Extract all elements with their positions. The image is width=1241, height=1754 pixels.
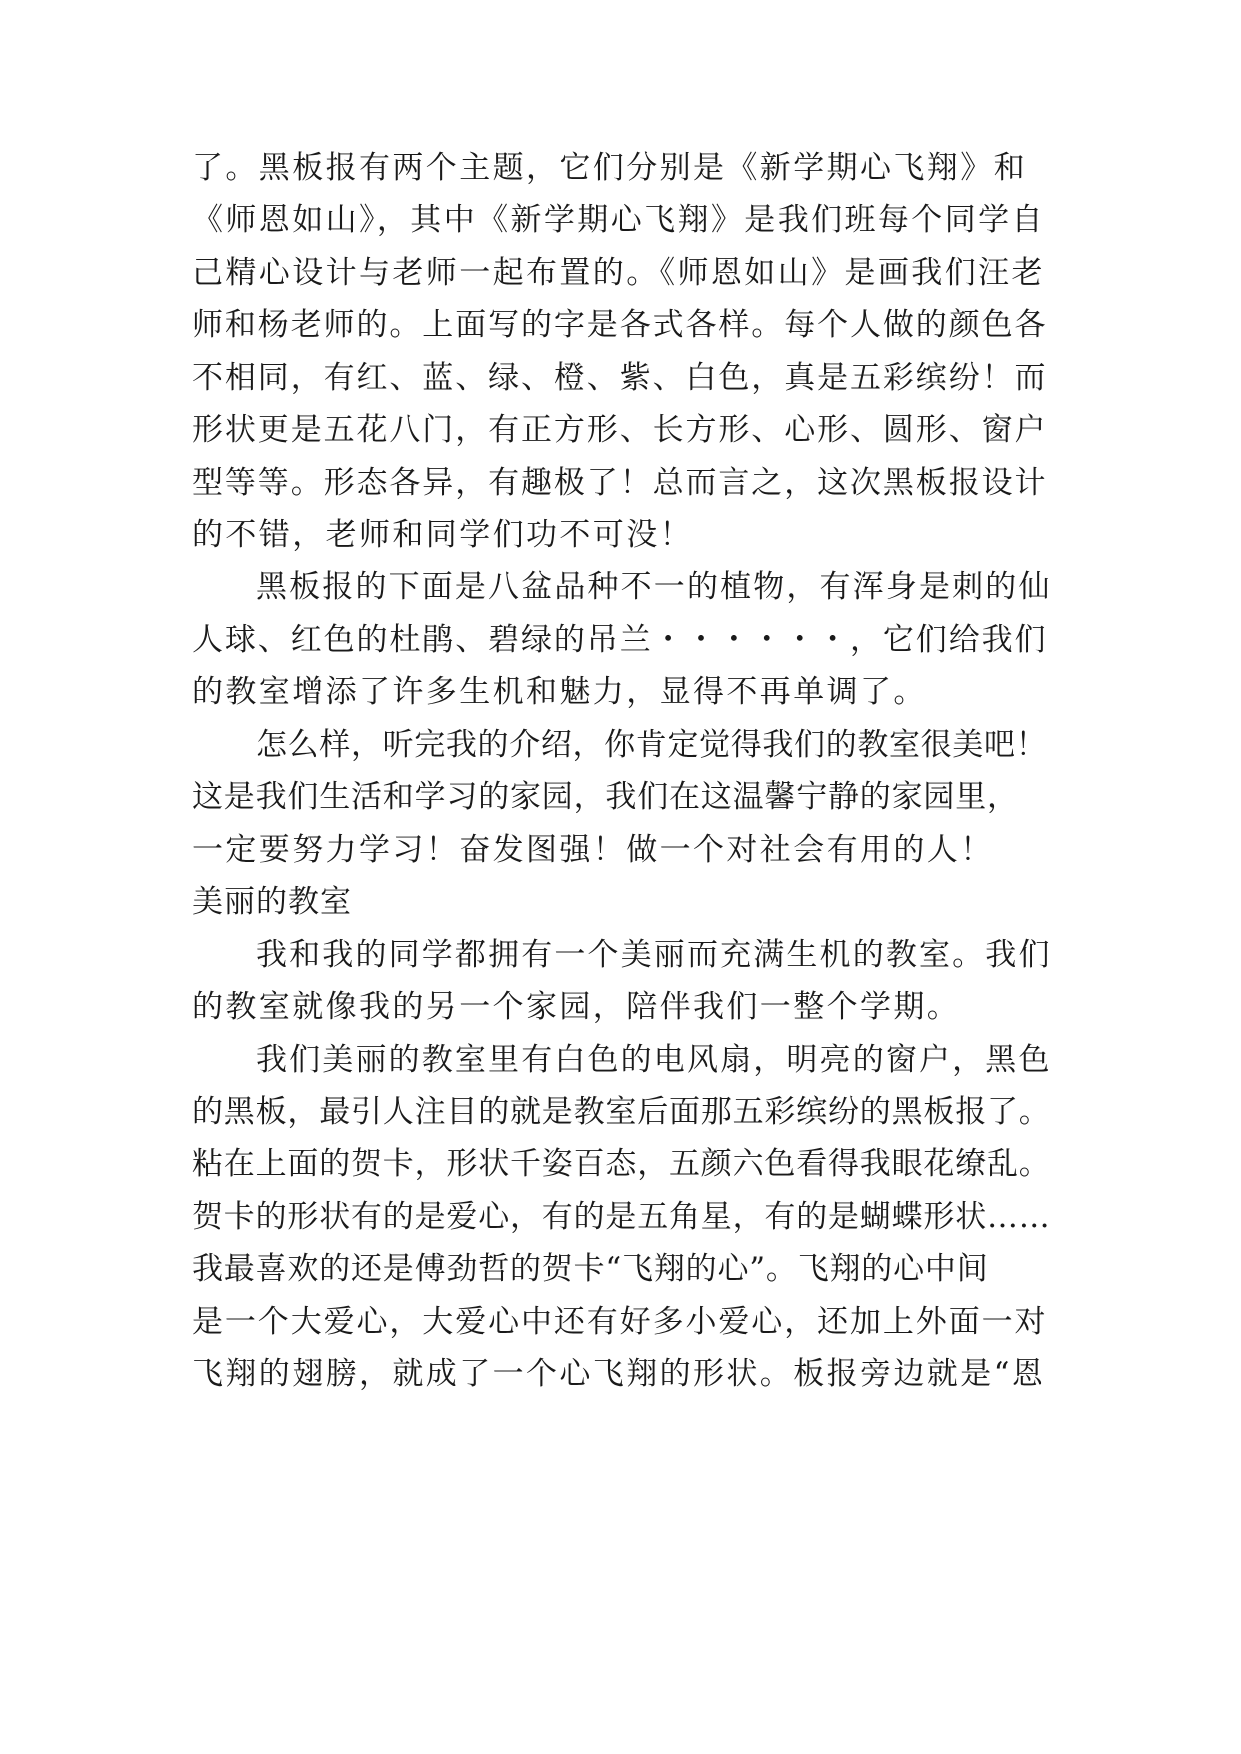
- paragraph-line: 的教室增添了许多生机和魅力，显得不再单调了。: [192, 674, 927, 710]
- paragraph-line: 我们美丽的教室里有白色的电风扇，明亮的窗户，黑色: [256, 1042, 1052, 1078]
- paragraph-line: 一定要努力学习！奋发图强！做一个对社会有用的人！: [192, 832, 994, 868]
- paragraph-line: 师和杨老师的。上面写的字是各式各样。每个人做的颜色各: [192, 307, 1048, 343]
- paragraph-line: 不相同，有红、蓝、绿、橙、紫、白色，真是五彩缤纷！而: [192, 360, 1048, 396]
- paragraph-line: 怎么样，听完我的介绍，你肯定觉得我们的教室很美吧！: [256, 727, 1048, 763]
- paragraph-line: 我和我的同学都拥有一个美丽而充满生机的教室。我们: [256, 937, 1052, 973]
- paragraph-line: 了。黑板报有两个主题，它们分别是《新学期心飞翔》和: [192, 150, 1027, 186]
- paragraph-line: 的不错，老师和同学们功不可没！: [192, 517, 693, 553]
- paragraph-line: 是一个大爱心，大爱心中还有好多小爱心，还加上外面一对: [192, 1304, 1048, 1340]
- paragraph-line: 我最喜欢的还是傅劲哲的贺卡“飞翔的心”。飞翔的心中间: [192, 1251, 989, 1287]
- paragraph-line: 人球、红色的杜鹃、碧绿的吊兰・・・・・・，它们给我们: [192, 622, 1048, 658]
- paragraph-line: 的教室就像我的另一个家园，陪伴我们一整个学期。: [192, 989, 961, 1025]
- section-title: 美丽的教室: [192, 884, 352, 920]
- paragraph-line: 粘在上面的贺卡，形状千姿百态，五颜六色看得我眼花缭乱。: [192, 1146, 1051, 1182]
- paragraph-line: 黑板报的下面是八盆品种不一的植物，有浑身是刺的仙: [256, 569, 1052, 605]
- paragraph-line: 型等等。形态各异，有趣极了！总而言之，这次黑板报设计: [192, 465, 1048, 501]
- paragraph-line: 贺卡的形状有的是爱心，有的是五角星，有的是蝴蝶形状……: [192, 1199, 1051, 1235]
- paragraph-line: 这是我们生活和学习的家园，我们在这温馨宁静的家园里，: [192, 779, 1019, 815]
- paragraph-line: 形状更是五花八门，有正方形、长方形、心形、圆形、窗户: [192, 412, 1048, 448]
- paragraph-line: 飞翔的翅膀，就成了一个心飞翔的形状。板报旁边就是“恩: [192, 1356, 1046, 1392]
- paragraph-line: 的黑板，最引人注目的就是教室后面那五彩缤纷的黑板报了。: [192, 1094, 1051, 1130]
- paragraph-line: 《师恩如山》，其中《新学期心飞翔》是我们班每个同学自: [192, 202, 1045, 238]
- paragraph-line: 己精心设计与老师一起布置的。《师恩如山》是画我们汪老: [192, 255, 1045, 291]
